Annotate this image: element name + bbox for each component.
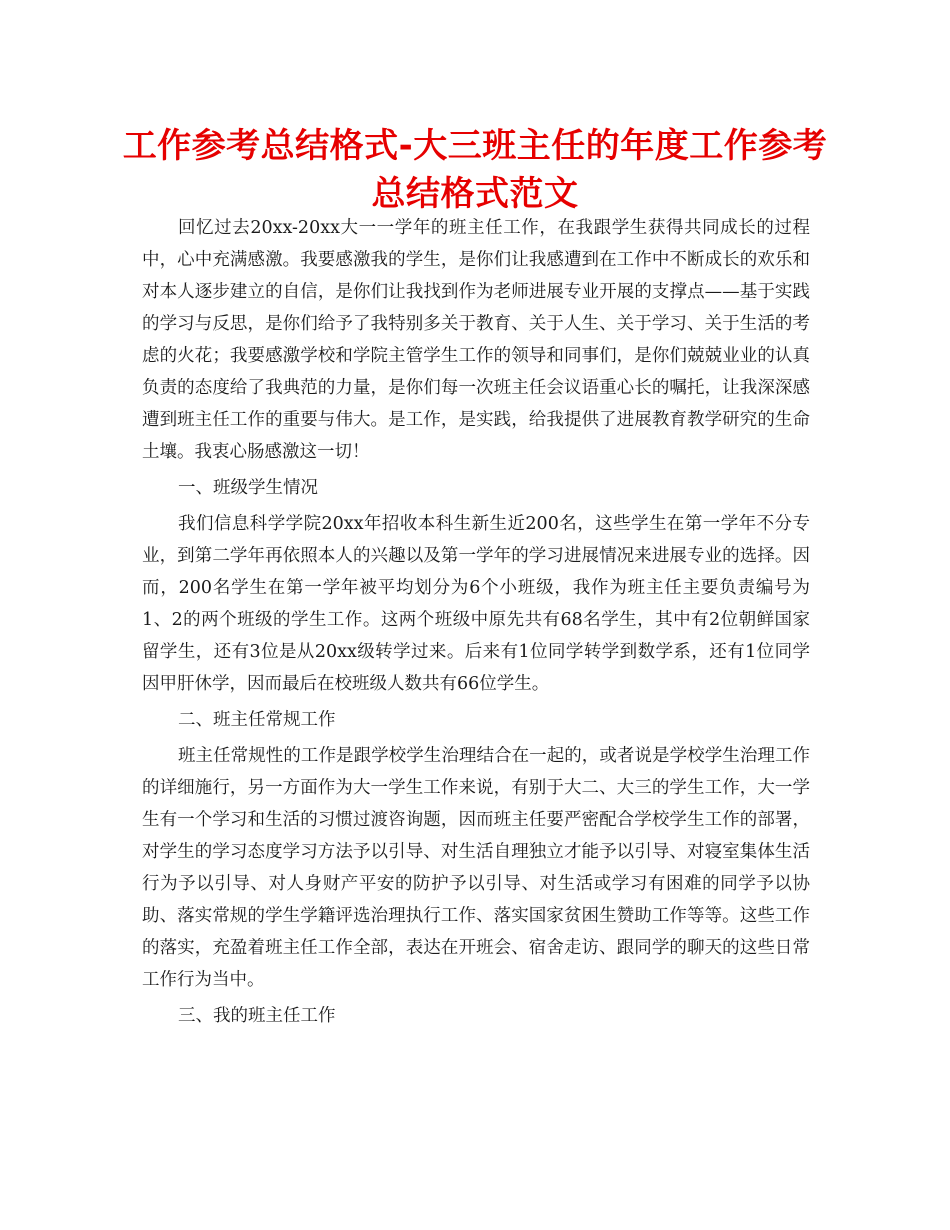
document-body — [142, 212, 810, 1032]
section-heading-class-students: 一、班级学生情况 — [178, 478, 318, 498]
section-heading-my-work: 三、我的班主任工作 — [178, 1006, 336, 1026]
class-students-paragraph: 我们信息科学学院20xx年招收本科生新生近200名，这些学生在第一学年不分专业，到第二学年再依照本人的兴趣以及第一学年的学习进展情况来进展专业的选择。因而，200名学生在第一学年被平均划分为6个小班级，我作为班主任主要负责编号为1、2的两个班级的学生工作。这两个班级中原先共有68名学生，其中有2位朝鲜国家留学生，还有3位是从20xx级转学过来。后来有1位同学转学到数学系，还有1位同学因甲肝休学，因而最后在校班级人数共有66位学生。 — [142, 514, 810, 694]
routine-work-paragraph: 班主任常规性的工作是跟学校学生治理结合在一起的，或者说是学校学生治理工作的详细施行，另一方面作为大一学生工作来说，有别于大二、大三的学生工作，大一学生有一个学习和生活的习惯过渡咨询题，因而班主任要严密配合学校学生工作的部署，对学生的学习态度学习方法予以引导、对生活自理独立才能予以引导、对寝室集体生活行为予以引导、对人身财产平安的防护予以引导、对生活或学习有困难的同学予以协助、落实常规的学生学籍评选治理执行工作、落实国家贫困生赞助工作等等。这些工作的落实，充盈着班主任工作全部，表达在开班会、宿舍走访、跟同学的聊天的这些日常工作行为当中。 — [142, 746, 810, 990]
section-heading-routine-work: 二、班主任常规工作 — [178, 710, 336, 730]
intro-paragraph: 回忆过去20xx-20xx大一一学年的班主任工作，在我跟学生获得共同成长的过程中，心中充满感激。我要感激我的学生，是你们让我感遭到在工作中不断成长的欢乐和对本人逐步建立的自信，是你们让我找到作为老师进展专业开展的支撑点——基于实践的学习与反思，是你们给予了我特别多关于教育、关于人生、关于学习、关于生活的考虑的火花；我要感激学校和学院主管学生工作的领导和同事们，是你们兢兢业业的认真负责的态度给了我典范的力量，是你们每一次班主任会议语重心长的嘱托，让我深深感遭到班主任工作的重要与伟大。是工作，是实践，给我提供了进展教育教学研究的生命土壤。我衷心肠感激这一切！ — [142, 218, 810, 462]
document-title: 工作参考总结格式-大三班主任的年度工作参考总结格式范文 — [122, 126, 828, 214]
